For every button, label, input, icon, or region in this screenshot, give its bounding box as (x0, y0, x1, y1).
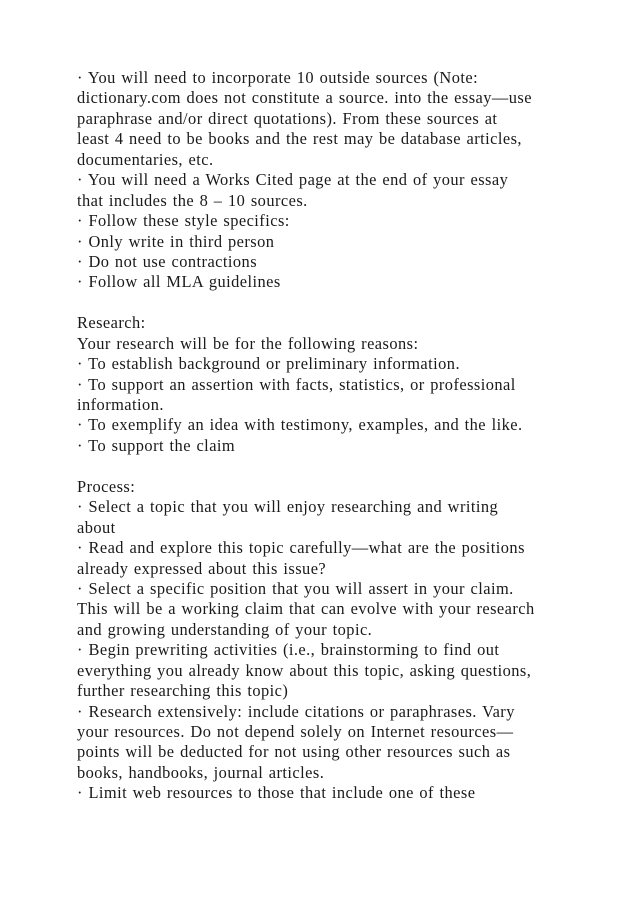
text-line: further researching this topic) (77, 681, 289, 701)
text-line: · Research extensively: include citations or paraphrases. Vary (77, 701, 515, 721)
text-line: · You will need a Works Cited page at the end of your essay (77, 170, 509, 190)
text-line: · Follow all MLA guidelines (77, 272, 281, 292)
text-line: · Limit web resources to those that include one of these (77, 783, 476, 803)
text-line: points will be deducted for not using other resources such as (77, 742, 511, 762)
text-line: and growing understanding of your topic. (77, 619, 373, 639)
text-line: about (77, 517, 116, 537)
text-line: · To support the claim (77, 435, 236, 455)
text-line: your resources. Do not depend solely on Internet resources— (77, 722, 514, 741)
text-line: information. (77, 395, 164, 414)
text-line: · Follow these style specifics: (77, 211, 290, 231)
blank-line (77, 456, 577, 476)
text-line: already expressed about this issue? (77, 558, 327, 578)
document-body (77, 68, 577, 804)
text-line: · Only write in third person (77, 231, 275, 251)
text-line: · Select a topic that you will enjoy researching and writing (77, 497, 499, 517)
text-line: · To exemplify an idea with testimony, examples, and the like. (77, 415, 523, 435)
text-line: Your research will be for the following reasons: (77, 333, 419, 353)
text-line: documentaries, etc. (77, 149, 214, 169)
text-line: least 4 need to be books and the rest may be database articles, (77, 129, 522, 149)
text-line: · To establish background or preliminary information. (77, 354, 460, 374)
text-line: · Do not use contractions (77, 251, 258, 271)
text-line: paraphrase and/or direct quotations). From these sources at (77, 108, 498, 128)
text-line: dictionary.com does not constitute a source. into the essay—use (77, 88, 532, 108)
text-line: · You will need to incorporate 10 outside sources (Note: (77, 68, 479, 87)
text-line: · Select a specific position that you will assert in your claim. (77, 578, 514, 598)
blank-line (77, 293, 577, 313)
text-line: · Read and explore this topic carefully—what are the positions (77, 538, 525, 558)
text-line: Process: (77, 476, 136, 496)
text-line: This will be a working claim that can evolve with your research (77, 599, 535, 619)
text-line: that includes the 8 – 10 sources. (77, 190, 308, 210)
text-line: · To support an assertion with facts, statistics, or professional (77, 374, 516, 394)
text-line: Research: (77, 313, 146, 333)
text-line: · Begin prewriting activities (i.e., brainstorming to find out (77, 640, 500, 660)
text-line: everything you already know about this topic, asking questions, (77, 660, 532, 680)
text-line: books, handbooks, journal articles. (77, 762, 325, 782)
